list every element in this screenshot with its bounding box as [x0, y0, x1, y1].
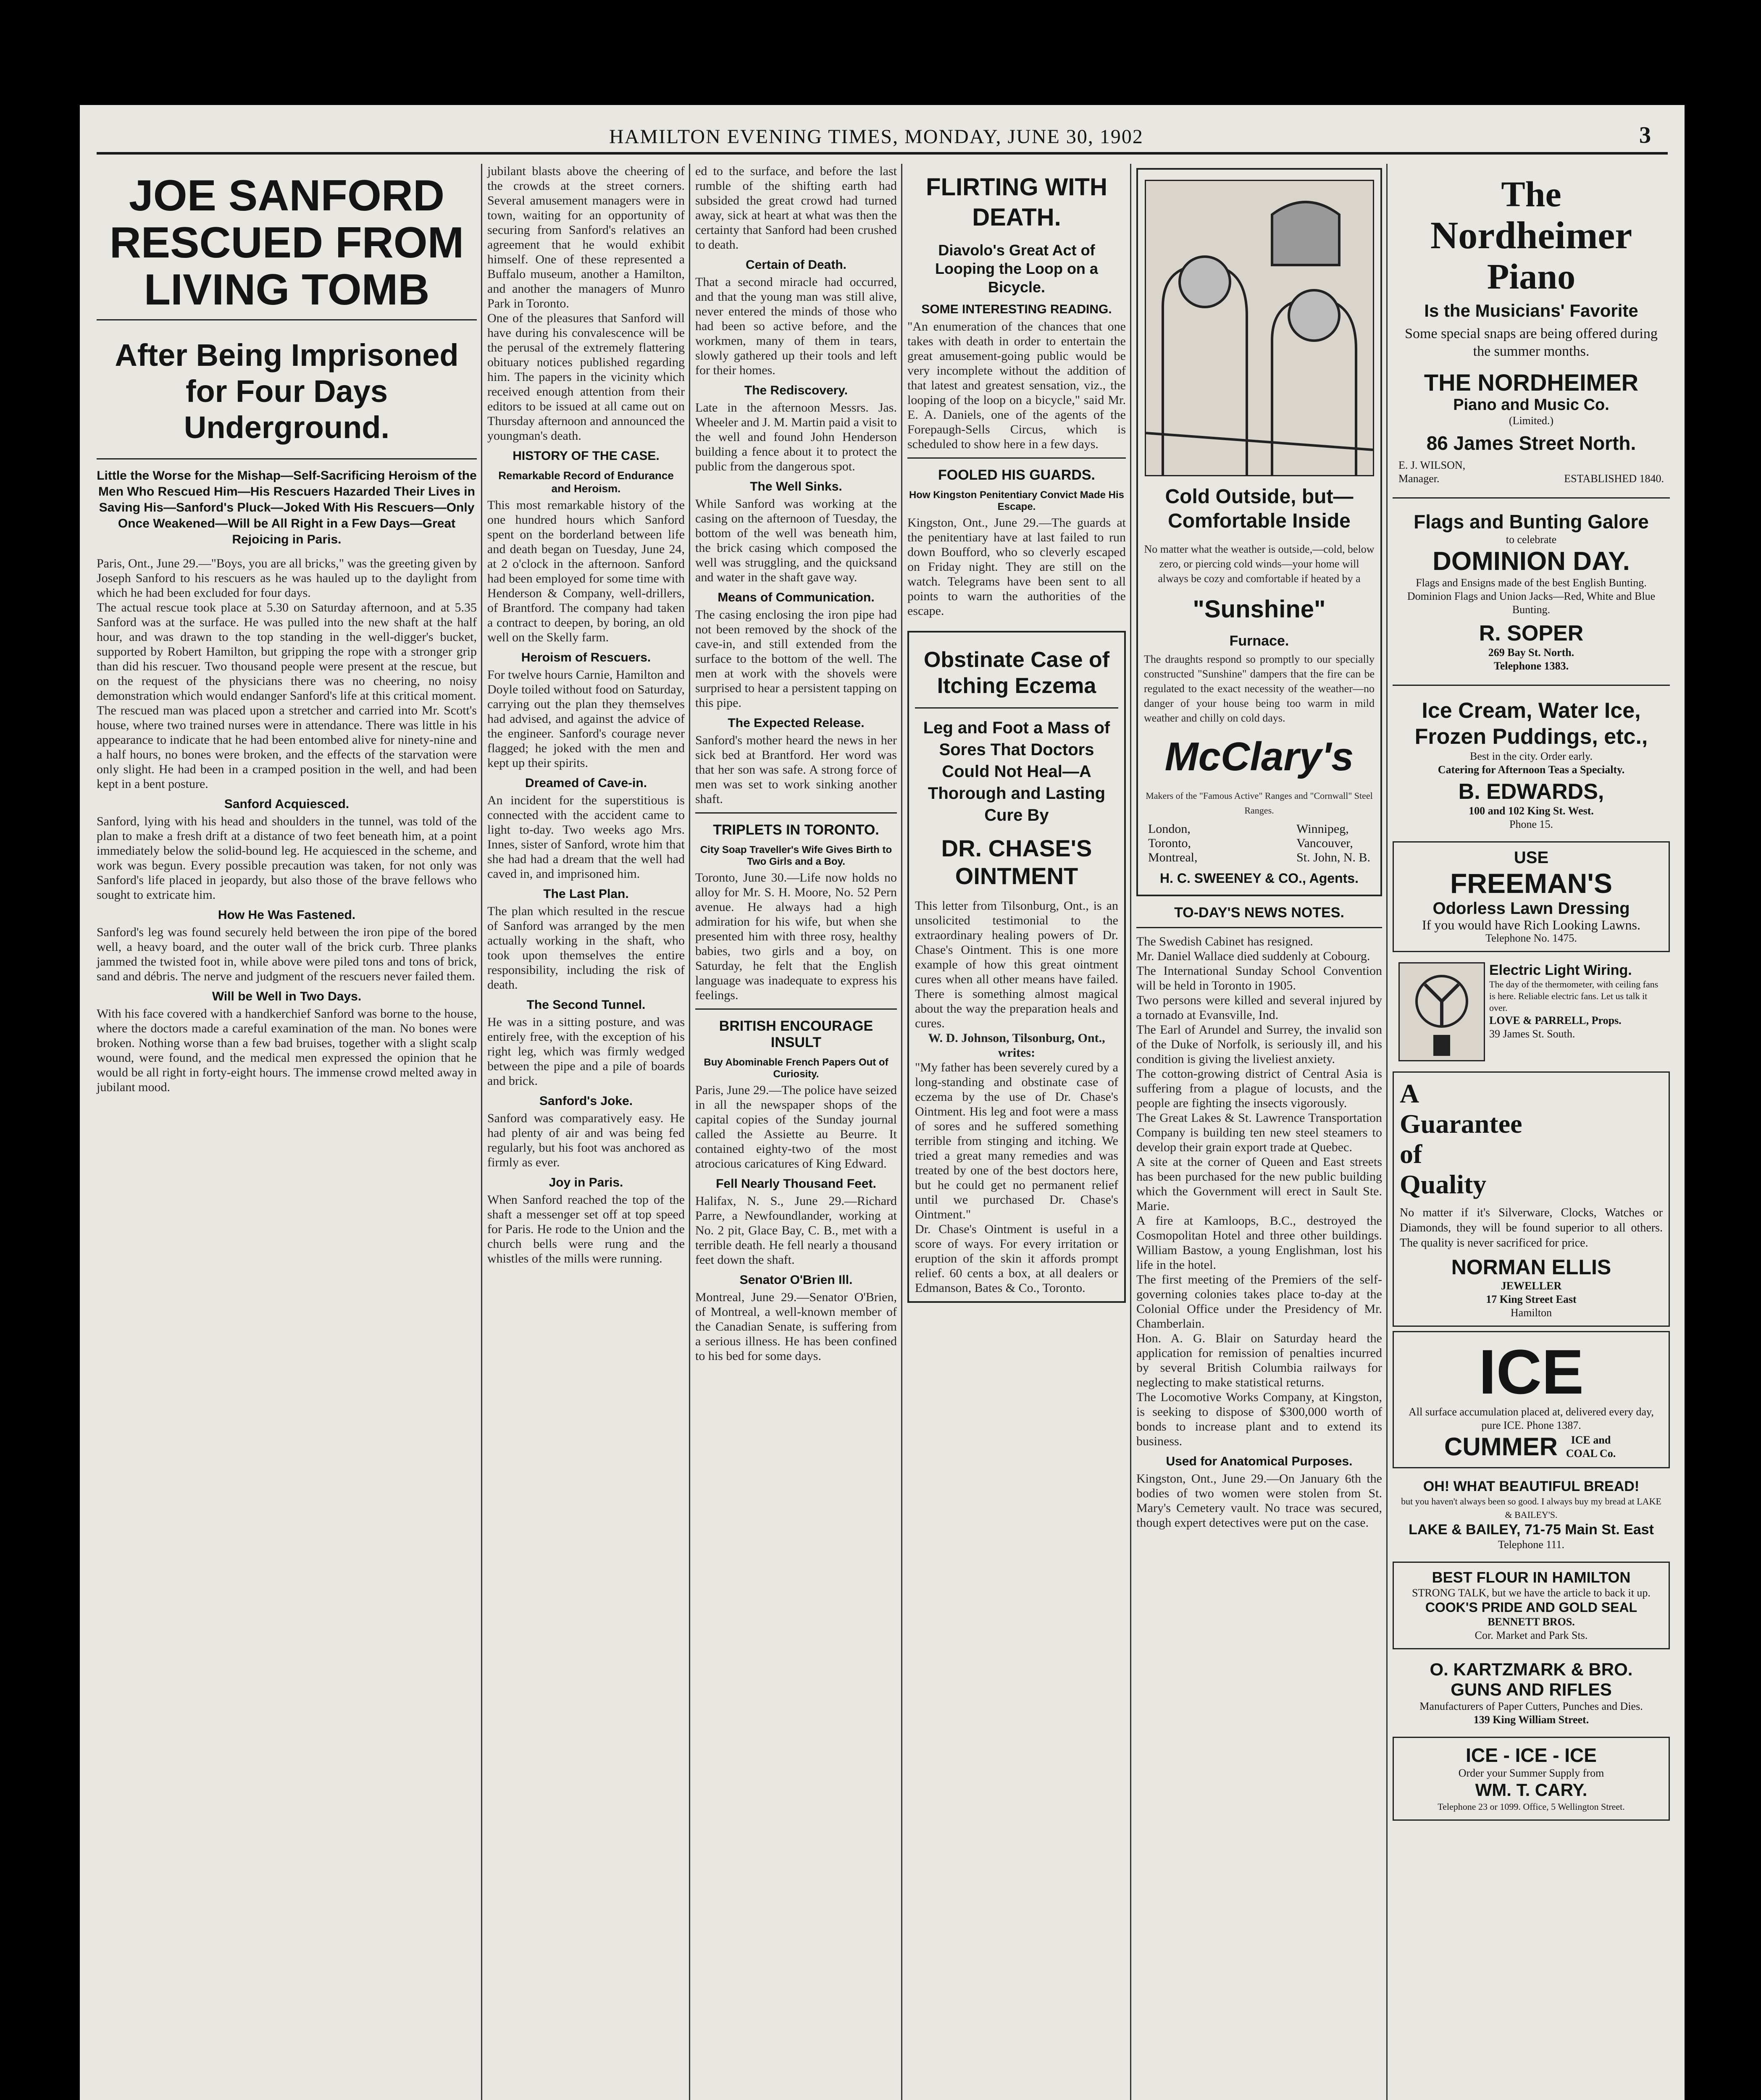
- ad-seller: B. EDWARDS,: [1458, 780, 1604, 804]
- ad-phone: Telephone 111.: [1498, 1538, 1564, 1551]
- divider: [695, 1008, 897, 1010]
- ad-title: The: [1501, 174, 1561, 214]
- section-heading: The Expected Release.: [728, 716, 865, 730]
- ad-cater: Catering for Afternoon Teas a Specialty.: [1438, 764, 1625, 776]
- furnace-advertisement: [1136, 168, 1382, 896]
- ad-title: of: [1400, 1139, 1422, 1169]
- divider: [1393, 685, 1670, 686]
- ad-address: 86 James Street North.: [1426, 432, 1636, 454]
- article-body: Paris, Ont., June 29.—"Boys, you are all bricks," was the greeting given by Joseph Sanford to his rescuers as he was hauled up to the daylight from which he had been excluded for four days. The actual rescue took place at 5.30 on Saturday afternoon, and at 5.35 Sanford was at the surface. He was pulled into the new shaft at the half hour, and was drawn to the top standing in the well-digger's bucket, supported by Robert Hamilton, but gripping the rope with a stronger grip than did his rescuer. Two thousand people were present at the rescue, but on the request of the physicians there was no cheering, no noisy demonstration which would endanger Sanford's life at this critical moment. The rescued man was placed upon a stretcher and carried into Mr. Scott's house, where two trained nurses were in attendance. There was little in his appearance to indicate that he had been entombed alive for ninety-nine and a half hours, no bones were broken, and the effects of the starvation were only slight. He had been in a cramped position in the well, and had been kept in a bent posture.: [97, 556, 477, 791]
- ad-title: Nordheimer: [1430, 214, 1632, 257]
- ad-product: GUNS AND RIFLES: [1451, 1680, 1612, 1699]
- ad-signature: W. D. Johnson, Tilsonburg, Ont., writes:: [928, 1031, 1109, 1060]
- nordheimer-advertisement: [1393, 168, 1670, 491]
- ad-seller: CUMMER: [1444, 1433, 1558, 1461]
- section-heading: Means of Communication.: [718, 591, 875, 604]
- ad-body: "My father has been severely cured by a long-standing and obstinate case of eczema by the use of Dr. Chase's Ointment. His leg and foot were a mass of sores and he suffered something terrible from stinging and itching. We tried a great many remedies and was treated by one of the best doctors here, but he could get no permanent relief until we purchased Dr. Chase's Ointment.": [915, 1060, 1122, 1221]
- divider: [97, 319, 477, 320]
- ad-body: This letter from Tilsonburg, Ont., is an unsolicited testimonial to the extraordinary healing powers of Dr. Chase's Ointment. This is one more example of how this great ointment cures when all other means have failed. There is something almost magical about the way the preparation heals and cures.: [915, 899, 1122, 1030]
- section-heading: Used for Anatomical Purposes.: [1166, 1454, 1353, 1468]
- article-body: ed to the surface, and before the last rumble of the shifting earth had subsided the great crowd had turned away, sick at heart at what was then the certainty that Sanford had been crushed to death.: [695, 164, 900, 252]
- section-heading: Will be Well in Two Days.: [212, 990, 362, 1003]
- article-body: jubilant blasts above the cheering of the crowds at the street corners. Several amusement managers were in town, waiting for an opportunity of securing from Sanford's relatives an agreement that he would exhibit himself. One of these represented a Buffalo museum, another a Hamilton, and another the managers of Munro Park in Toronto. One of the pleasures that Sanford will have during his convalescence will be the perusal of the extremely flattering obituary notices published regarding him. The papers in the vicinity which received enough attention from their editors to be issued at all came out on Thursday afternoon and announced the youngman's death.: [487, 164, 685, 443]
- news-item: A site at the corner of Queen and East streets has been purchased for the new public building which the Government will erect in Sault Ste. Marie.: [1136, 1155, 1385, 1213]
- ad-product: DR. CHASE'S OINTMENT: [941, 835, 1092, 889]
- flour-advertisement: [1393, 1562, 1670, 1649]
- ad-body: STRONG TALK, but we have the article to back it up.: [1412, 1587, 1651, 1599]
- news-item: The Earl of Arundel and Surrey, the invalid son of the Duke of Norfolk, is seriously ill, and his condition is giving the liveliest anxiety.: [1136, 1023, 1385, 1066]
- section-heading: The Second Tunnel.: [526, 998, 646, 1012]
- ice3-advertisement: [1393, 1737, 1670, 1821]
- section-heading: Joy in Paris.: [549, 1176, 623, 1189]
- news-item: The International Sunday School Convention will be held in Toronto in 1905.: [1136, 964, 1385, 992]
- ad-company-sub: Piano and Music Co.: [1453, 396, 1609, 414]
- news-item: Mr. Daniel Wallace died suddenly at Cobourg.: [1136, 949, 1370, 963]
- ad-body: No matter what the weather is outside,—cold, below zero, or piercing cold winds—your home will always be cozy and comfortable if heated by a: [1144, 543, 1377, 585]
- news-item: The Great Lakes & St. Lawrence Transportation Company is building ten new steel steamers to develop their grain export trade at Quebec.: [1136, 1111, 1385, 1154]
- article-headline: BRITISH ENCOURAGE INSULT: [719, 1018, 873, 1050]
- ad-tagline: If you would have Rich Looking Lawns.: [1422, 917, 1640, 932]
- divider: [907, 457, 1126, 459]
- section-text: Sanford was comparatively easy. He had plenty of air and was being fed regularly, but his foot was anchored as firmly as ever.: [487, 1111, 688, 1169]
- article-subhead: Buy Abominable French Papers Out of Curiosity.: [704, 1057, 888, 1080]
- city: Toronto,: [1148, 836, 1191, 850]
- news-item: The first meeting of the Premiers of the self-governing colonies takes place to-day at the Colonial Office under the Presidency of Mr. Chamberlain.: [1136, 1273, 1385, 1331]
- section-heading: SOME INTERESTING READING.: [921, 302, 1112, 316]
- ad-use: USE: [1514, 848, 1549, 867]
- ad-title: ICE - ICE - ICE: [1466, 1744, 1597, 1766]
- ad-address: 269 Bay St. North.: [1488, 646, 1574, 659]
- section-text: That a second miracle had occurred, and that the young man was still alive, never entered the minds of those who had been so active before, and the workmen, many of them in tears, slowly gathered up their tools and left for their homes.: [695, 275, 900, 377]
- section-heading: Dreamed of Cave-in.: [525, 776, 647, 790]
- ad-body: Best in the city. Order early.: [1470, 750, 1593, 762]
- article-subhead: City Soap Traveller's Wife Gives Birth to Two Girls and a Boy.: [700, 844, 892, 867]
- ad-phone: Telephone 23 or 1099. Office, 5 Wellington Street.: [1438, 1801, 1625, 1812]
- ad-seller: LOVE & PARRELL, Props.: [1489, 1014, 1622, 1026]
- column-2: [487, 164, 688, 2100]
- ad-manager: [1398, 459, 1465, 486]
- ad-address: 139 King William Street.: [1473, 1714, 1589, 1726]
- section-text: Sanford's leg was found securely held between the iron pipe of the bored well, a heavy board, and the outer wall of the brick curb. Three planks jammed the twisted foot in, while above were piled tons and tons of brick, sand and débris. The nerve and judgment of the rescuers never failed them.: [97, 925, 480, 983]
- headline-deck: Little the Worse for the Mishap—Self-Sacrificing Heroism of the Men Who Rescued Him—His Rescuers Hazarded Their Lives in Saving His—Sanford's Pluck—Joked With His Rescuers—Only Once Weakened—Will be All Right in a Few Days—Great Rejoicing in Paris.: [97, 469, 477, 546]
- city: Winnipeg,: [1296, 822, 1349, 836]
- city: London,: [1148, 822, 1191, 836]
- ad-established: ESTABLISHED 1840.: [1564, 472, 1664, 485]
- ad-manager-row: [1398, 459, 1664, 486]
- article-headline: FOOLED HIS GUARDS.: [938, 467, 1096, 483]
- guarantee-advertisement: [1393, 1071, 1670, 1327]
- ad-address: Cor. Market and Park Sts.: [1475, 1629, 1588, 1641]
- section-heading: Senator O'Brien Ill.: [739, 1273, 853, 1287]
- section-text: For twelve hours Carnie, Hamilton and Doyle toiled without food on Saturday, carrying out the plan they themselves had advised, and against the advice of the engineer. Sanford's courage never flagged; he joked with the men and kept up their spirits.: [487, 668, 688, 770]
- section-heading: Heroism of Rescuers.: [521, 651, 651, 664]
- city-column-right: [1296, 822, 1370, 865]
- ad-address: 39 James St. South.: [1489, 1028, 1575, 1040]
- article-subhead: Diavolo's Great Act of Looping the Loop on a Bicycle.: [935, 242, 1098, 296]
- wiring-advertisement: [1393, 956, 1670, 1067]
- ad-body: The day of the thermometer, with ceiling fans is here. Reliable electric fans. Let us talk it over.: [1489, 979, 1658, 1013]
- ad-seller: LAKE & BAILEY, 71-75 Main St. East: [1409, 1522, 1654, 1538]
- ad-company: THE NORDHEIMER: [1424, 369, 1639, 396]
- ad-title: Ice Cream, Water Ice, Frozen Puddings, etc.,: [1414, 698, 1648, 749]
- column-rule: [689, 164, 690, 2100]
- city: Vancouver,: [1296, 836, 1353, 850]
- ad-tagline: Is the Musicians' Favorite: [1424, 301, 1638, 320]
- ice-advertisement: [1393, 1331, 1670, 1468]
- ad-phone: Telephone 1383.: [1493, 660, 1569, 672]
- column-rule: [901, 164, 902, 2100]
- column-6: [1393, 164, 1670, 2100]
- ad-event: DOMINION DAY.: [1432, 547, 1630, 576]
- ad-product: COOK'S PRIDE AND GOLD SEAL: [1425, 1600, 1637, 1615]
- column-rule: [1386, 164, 1388, 2100]
- subheadline: After Being Imprisoned for Four Days Underground.: [115, 338, 459, 445]
- ad-phone: Telephone No. 1475.: [1485, 932, 1577, 944]
- section-text: Sanford, lying with his head and shoulders in the tunnel, was told of the plan to make a fresh drift at a distance of two feet beneath him, at a point immediately below the solid-bound leg. He acquiesced in the scheme, and work was begun. Every possible precaution was taken, for not only was Sanford's life placed in jeopardy, but also those of the brave fellows who sought to extricate him.: [97, 814, 480, 902]
- article-body: Kingston, Ont., June 29.—The guards at the penitentiary have at last failed to run down Boufford, who so cleverly escaped on Friday night. They are still on the watch. Telegrams have been sent to all points to warn the authorities of the escape.: [907, 516, 1129, 618]
- ad-body: Manufacturers of Paper Cutters, Punches and Dies.: [1419, 1700, 1643, 1712]
- section-heading: The Rediscovery.: [744, 383, 848, 397]
- running-head: HAMILTON EVENING TIMES, MONDAY, JUNE 30, 1902: [609, 126, 1143, 148]
- column-1: [97, 164, 480, 2100]
- ad-title: Piano: [1487, 256, 1576, 297]
- ad-body: Flags and Ensigns made of the best English Bunting. Dominion Flags and Union Jacks—Red, White and Blue Bunting.: [1407, 577, 1656, 616]
- section-heading: Fell Nearly Thousand Feet.: [716, 1177, 876, 1191]
- ad-city: Hamilton: [1510, 1307, 1552, 1319]
- section-text: With his face covered with a handkerchief Sanford was borne to the house, where the doctors made a careful examination of the man. No bones were broken. Nothing worse than a few bad bruises, together with a slight scalp wound, were found, and the medical men expressed the opinion that he would be all right in forty-eight hours. The immense crowd melted away in jubilant mood.: [97, 1007, 480, 1094]
- column-rule: [1130, 164, 1131, 2100]
- news-notes-title: TO-DAY'S NEWS NOTES.: [1174, 905, 1344, 921]
- page-header: [80, 113, 1685, 151]
- ad-sub: to celebrate: [1506, 533, 1557, 546]
- article-headline: FLIRTING WITH DEATH.: [926, 173, 1107, 231]
- ad-name: O. KARTZMARK & BRO.: [1430, 1659, 1633, 1679]
- section-text: When Sanford reached the top of the shaft a messenger set off at top speed for Paris. He rode to the Union and the church bells were rung and the whistles of the mills were running.: [487, 1193, 688, 1265]
- section-heading: HISTORY OF THE CASE.: [513, 449, 660, 463]
- section-text: Halifax, N. S., June 29.—Richard Parre, a Newfoundlander, working at No. 2 pit, Glace Bay, C. B., met with a terrible death. He fell nearly a thousand feet down the shaft.: [695, 1194, 900, 1267]
- ad-headline: Cold Outside, but— Comfortable Inside: [1165, 486, 1354, 532]
- ad-body: All surface accumulation placed at, delivered every day, pure ICE. Phone 1387.: [1409, 1406, 1654, 1431]
- section-heading: How He Was Fastened.: [218, 908, 356, 922]
- news-item: Hon. A. G. Blair on Saturday heard the application for remission of penalties incurred by several British Columbia railways for neglecting to make statistical returns.: [1136, 1331, 1385, 1389]
- wiring-text: [1489, 962, 1664, 1061]
- ad-title: Electric Light Wiring.: [1489, 962, 1632, 978]
- ad-product: "Sunshine": [1193, 596, 1326, 623]
- ad-subheadline: Leg and Foot a Mass of Sores That Doctors Could Not Heal—A Thorough and Lasting Cure By: [923, 719, 1110, 824]
- news-item: The Swedish Cabinet has resigned.: [1136, 934, 1313, 948]
- section-text: He was in a sitting posture, and was entirely free, with the exception of his right leg, which was firmly wedged between the pipe and a pile of boards and brick.: [487, 1015, 688, 1088]
- divider: [915, 707, 1118, 709]
- ad-headline: Obstinate Case of Itching Eczema: [923, 648, 1110, 698]
- divider: [695, 812, 897, 814]
- section-heading: Certain of Death.: [745, 258, 847, 272]
- ad-word: ICE: [1478, 1336, 1584, 1407]
- ad-phone: Phone 15.: [1509, 818, 1553, 830]
- ad-seller-sub: ICE and COAL Co.: [1566, 1433, 1616, 1460]
- ad-title: Guarantee: [1400, 1109, 1522, 1139]
- ad-seller-row: [1400, 1432, 1663, 1461]
- city-list: [1148, 822, 1370, 865]
- ad-agents: H. C. SWEENEY & CO., Agents.: [1160, 871, 1359, 886]
- column-5: [1136, 164, 1385, 2100]
- section-text: An incident for the superstitious is connected with the accident came to light to-day. Two weeks ago Mrs. Innes, sister of Sanford, wrote him that she had had a dream that the well had caved in, and imprisoned him.: [487, 793, 688, 881]
- section-text: The plan which resulted in the rescue of Sanford was arranged by the men actually working in the shaft, who took upon themselves the entire responsibility, including the risk of death.: [487, 904, 688, 992]
- divider: [97, 458, 477, 459]
- section-heading: Sanford Acquiesced.: [224, 797, 350, 811]
- section-text: Kingston, Ont., June 29.—On January 6th the bodies of two women were stolen from St. Mary's Cemetery vault. No trace was secured, though expert detectives were put on the case.: [1136, 1472, 1385, 1530]
- icecream-advertisement: [1393, 692, 1670, 837]
- article-headline: TRIPLETS IN TORONTO.: [713, 822, 879, 838]
- article-body: Paris, June 29.—The police have seized in all the newspaper shops of the capital copies of the Sunday journal called the Assiette au Beurre. It contained eighty-two of the most atrocious caricatures of King Edward.: [695, 1083, 900, 1171]
- ad-title: OH! WHAT BEAUTIFUL BREAD!: [1423, 1478, 1640, 1494]
- manager-title: Manager.: [1398, 472, 1440, 485]
- divider: [1136, 927, 1382, 928]
- article-subhead: How Kingston Penitentiary Convict Made His Escape.: [909, 489, 1125, 512]
- column-3: [695, 164, 900, 2100]
- section-heading: The Well Sinks.: [750, 480, 842, 494]
- ad-body: Dr. Chase's Ointment is useful in a score of ways. For every irritation or eruption of the skin it affords prompt relief. 60 cents a box, at all dealers or Edmanson, Bates & Co., Toronto.: [915, 1222, 1122, 1295]
- section-text: Sanford's mother heard the news in her sick bed at Brantford. Her word was that her son was safe. A strong force of men was set to work sinking another shaft.: [695, 733, 900, 806]
- ad-brand: McClary's: [1164, 734, 1354, 779]
- section-text: The casing enclosing the iron pipe had not been removed by the shock of the cave-in, and still extended from the surface to the bottom of the well. The men at work with the shovels were surprised to hear a persistent tapping on this pipe.: [695, 608, 900, 710]
- section-subheading: Remarkable Record of Endurance and Heroism.: [498, 469, 674, 495]
- header-rule: [97, 152, 1668, 155]
- ad-name: FREEMAN'S: [1450, 868, 1613, 899]
- freeman-advertisement: [1393, 841, 1670, 952]
- ad-seller: BENNETT BROS.: [1488, 1616, 1575, 1628]
- flags-advertisement: [1393, 504, 1670, 679]
- column-rule: [481, 164, 482, 2100]
- bread-advertisement: [1393, 1473, 1670, 1557]
- newspaper-page: [80, 105, 1685, 2100]
- section-text: While Sanford was working at the casing on the afternoon of Tuesday, the bottom of the well was beneath him, the brick casing which composed the well was struggling, and the quicksand and water in the shaft gave way.: [695, 497, 900, 584]
- section-text: Late in the afternoon Messrs. Jas. Wheeler and J. M. Martin paid a visit to the well and found John Henderson building a fence about it to protect the public from the dangerous spot.: [695, 401, 900, 473]
- section-text: This most remarkable history of the one hundred hours which Sanford spent on the borderland between life and death began on Tuesday, June 24, at 2 o'clock in the afternoon. Sanford had been employed for some time with Henderson & Company, well-drillers, of Brantford. The company had taken a contract to deepen, by boring, an old well on the Skelly farm.: [487, 498, 688, 644]
- fan-illustration: [1398, 962, 1485, 1061]
- ad-title: Quality: [1400, 1169, 1487, 1199]
- section-text: Montreal, June 29.—Senator O'Brien, of Montreal, a well-known member of the Canadian Senate, is suffering from a serious illness. He has been confined to his bed for some days.: [695, 1290, 900, 1363]
- section-heading: Sanford's Joke.: [539, 1094, 633, 1108]
- ad-seller: R. SOPER: [1479, 621, 1584, 646]
- ad-limited: (Limited.): [1509, 415, 1554, 427]
- ad-address: 100 and 102 King St. West.: [1469, 805, 1594, 817]
- manager-name: E. J. WILSON,: [1398, 459, 1466, 471]
- city-column-left: [1148, 822, 1197, 865]
- ad-body: Order your Summer Supply from: [1458, 1767, 1604, 1779]
- ad-seller: NORMAN ELLIS: [1451, 1255, 1611, 1279]
- ad-title: Flags and Bunting Galore: [1414, 511, 1649, 533]
- news-item: The Locomotive Works Company, at Kingston, is seeking to dispose of $300,000 worth of bonds to increase plant and to extend its business.: [1136, 1390, 1385, 1448]
- eczema-advertisement: [907, 631, 1126, 1303]
- ad-product: Odorless Lawn Dressing: [1432, 899, 1630, 918]
- column-4: [907, 164, 1129, 2100]
- divider: [1393, 497, 1670, 499]
- ad-body: Some special snaps are being offered during the summer months.: [1405, 326, 1658, 359]
- city: St. John, N. B.: [1296, 850, 1370, 864]
- article-body: Toronto, June 30.—Life now holds no alloy for Mr. S. H. Moore, No. 52 Pern avenue. He always had a high admiration for his wife, but when she presented him with three rosy, healthy babies, two girls and a boy, on Saturday, he felt that the English language was inadequate to express his feelings.: [695, 871, 900, 1002]
- news-item: Two persons were killed and several injured by a tornado at Evansville, Ind.: [1136, 993, 1385, 1022]
- ad-title: A: [1400, 1079, 1419, 1108]
- ad-address: 17 King Street East: [1486, 1293, 1577, 1305]
- people-illustration: [1145, 180, 1374, 476]
- city: Montreal,: [1148, 850, 1198, 864]
- ad-product-sub: Furnace.: [1229, 633, 1289, 649]
- news-item: A fire at Kamloops, B.C., destroyed the Cosmopolitan Hotel and three other buildings. William Bastow, a young Englishman, lost his life in the hotel.: [1136, 1214, 1385, 1272]
- article-body: "An enumeration of the chances that one takes with death in order to entertain the great amusement-going public would be very incomplete without the addition of that latest and greatest sensation, viz., the looping of the loop on a bicycle," said Mr. E. A. Daniels, one of the agents of the Forepaugh-Sells Circus, which is scheduled to show here in a few days.: [907, 320, 1129, 451]
- ad-seller: WM. T. CARY.: [1475, 1780, 1588, 1800]
- ad-body: but you haven't always been so good. I always buy my bread at LAKE & BAILEY'S.: [1401, 1496, 1661, 1520]
- ad-title: BEST FLOUR IN HAMILTON: [1432, 1569, 1631, 1586]
- news-item: The cotton-growing district of Central Asia is suffering from a plague of locusts, and the people are fighting the insects vigorously.: [1136, 1067, 1385, 1110]
- page-number: 3: [1639, 122, 1651, 148]
- ad-body: The draughts respond so promptly to our specially constructed "Sunshine" dampers that the fire can be regulated to the exact necessity of the weather—no danger of your house being too warm in mild weather and chilly on cold days.: [1144, 653, 1377, 724]
- ad-body: No matter if it's Silverware, Clocks, Watches or Diamonds, they will be found superior to all others. The quality is never sacrificed for price.: [1400, 1206, 1663, 1250]
- ad-title-sub: JEWELLER: [1501, 1280, 1562, 1292]
- main-headline: JOE SANFORD RESCUED FROM LIVING TOMB: [109, 171, 464, 314]
- section-heading: The Last Plan.: [543, 887, 629, 901]
- ad-brand-sub: Makers of the "Famous Active" Ranges and "Cornwall" Steel Ranges.: [1146, 790, 1375, 816]
- kartzmark-advertisement: [1393, 1654, 1670, 1732]
